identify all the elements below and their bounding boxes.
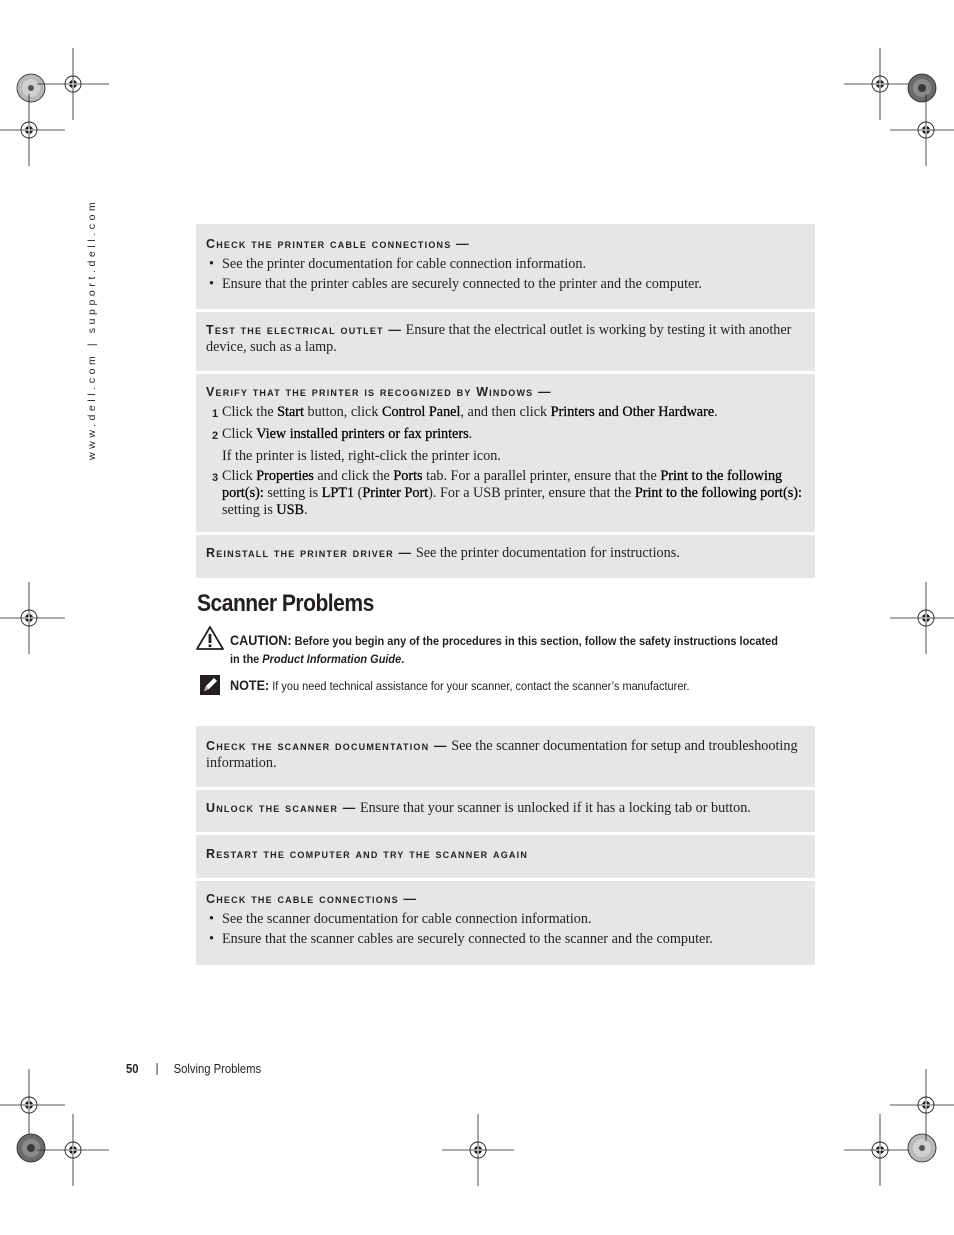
list-item: • Ensure that the scanner cables are securely connected to the scanner and the computer. (209, 931, 713, 947)
check-printer-cable-box (196, 224, 815, 309)
caution-label: CAUTION: (230, 632, 292, 648)
footer-divider (157, 1063, 158, 1075)
check-scanner-doc-box (196, 726, 815, 787)
step-2-note: If the printer is listed, right-click the printer icon. (222, 448, 501, 464)
unlock-scanner-heading: Unlock the scanner — (206, 801, 357, 815)
restart-scanner-heading: Restart the computer and try the scanner again (206, 847, 529, 861)
unlock-scanner-box (196, 790, 815, 832)
step-3: 3 Click Properties and click the Ports tab. For a parallel printer, ensure that the Print to the following port(s): setting is LPT1 (Printer Port). For a USB printer, ensure that the Print to the following port(s): setting is USB. (212, 468, 802, 518)
list-item: • See the scanner documentation for cable connection information. (209, 911, 592, 927)
support-url: www.dell.com | support.dell.com (86, 198, 98, 460)
page-footer (126, 1062, 261, 1076)
printers-ui-label: Printers and Other Hardware (550, 404, 715, 420)
verify-windows-box (196, 374, 815, 532)
note-label: NOTE: (230, 677, 270, 693)
note-pencil-icon (200, 675, 220, 695)
reinstall-driver-text: See the printer documentation for instructions. (415, 545, 680, 561)
step-2: 2 Click View installed printers or fax printers. (212, 426, 473, 442)
verify-windows-heading: Verify that the printer is recognized by Windows — (206, 385, 552, 399)
reinstall-driver-box (196, 535, 815, 578)
test-outlet-text: Ensure that the electrical outlet is working by testing it with another device, such as a lamp. (206, 322, 792, 355)
reinstall-driver-heading: Reinstall the printer driver — (206, 546, 413, 560)
step-1: 1 Click the Start button, click Control Panel, and then click Printers and Other Hardware. (212, 404, 718, 420)
unlock-scanner-text: Ensure that your scanner is unlocked if it has a locking tab or button. (360, 800, 751, 816)
test-outlet-box (196, 312, 815, 371)
control-panel-ui-label: Control Panel (382, 404, 461, 420)
check-cable-heading: Check the cable connections — (206, 892, 418, 906)
chapter-title: Solving Problems (173, 1062, 262, 1076)
check-printer-cable-heading: Check the printer cable connections — (206, 237, 470, 251)
test-outlet-heading: Test the electrical outlet — (206, 323, 403, 337)
caution-notice: CAUTION: Before you begin any of the procedures in this section, follow the safety instructions located in the Product Information Guide. (230, 632, 778, 666)
list-item: • Ensure that the printer cables are securely connected to the printer and the computer. (209, 276, 702, 292)
page-number: 50 (126, 1062, 139, 1076)
check-cable-box (196, 881, 815, 965)
caution-icon (196, 626, 224, 650)
restart-scanner-box (196, 835, 815, 878)
check-scanner-doc-text: See the scanner documentation for setup and troubleshooting information. (206, 738, 798, 771)
product-guide-title: Product Information Guide (262, 652, 402, 666)
check-scanner-doc-heading: Check the scanner documentation — (206, 739, 448, 753)
start-ui-label: Start (277, 404, 304, 420)
list-item: • See the printer documentation for cable connection information. (209, 256, 587, 272)
note-notice: NOTE: If you need technical assistance for your scanner, contact the scanner’s manufacturer. (230, 677, 690, 693)
section-title: Scanner Problems (197, 590, 374, 617)
view-printers-ui-label: View installed printers or fax printers (256, 426, 469, 442)
